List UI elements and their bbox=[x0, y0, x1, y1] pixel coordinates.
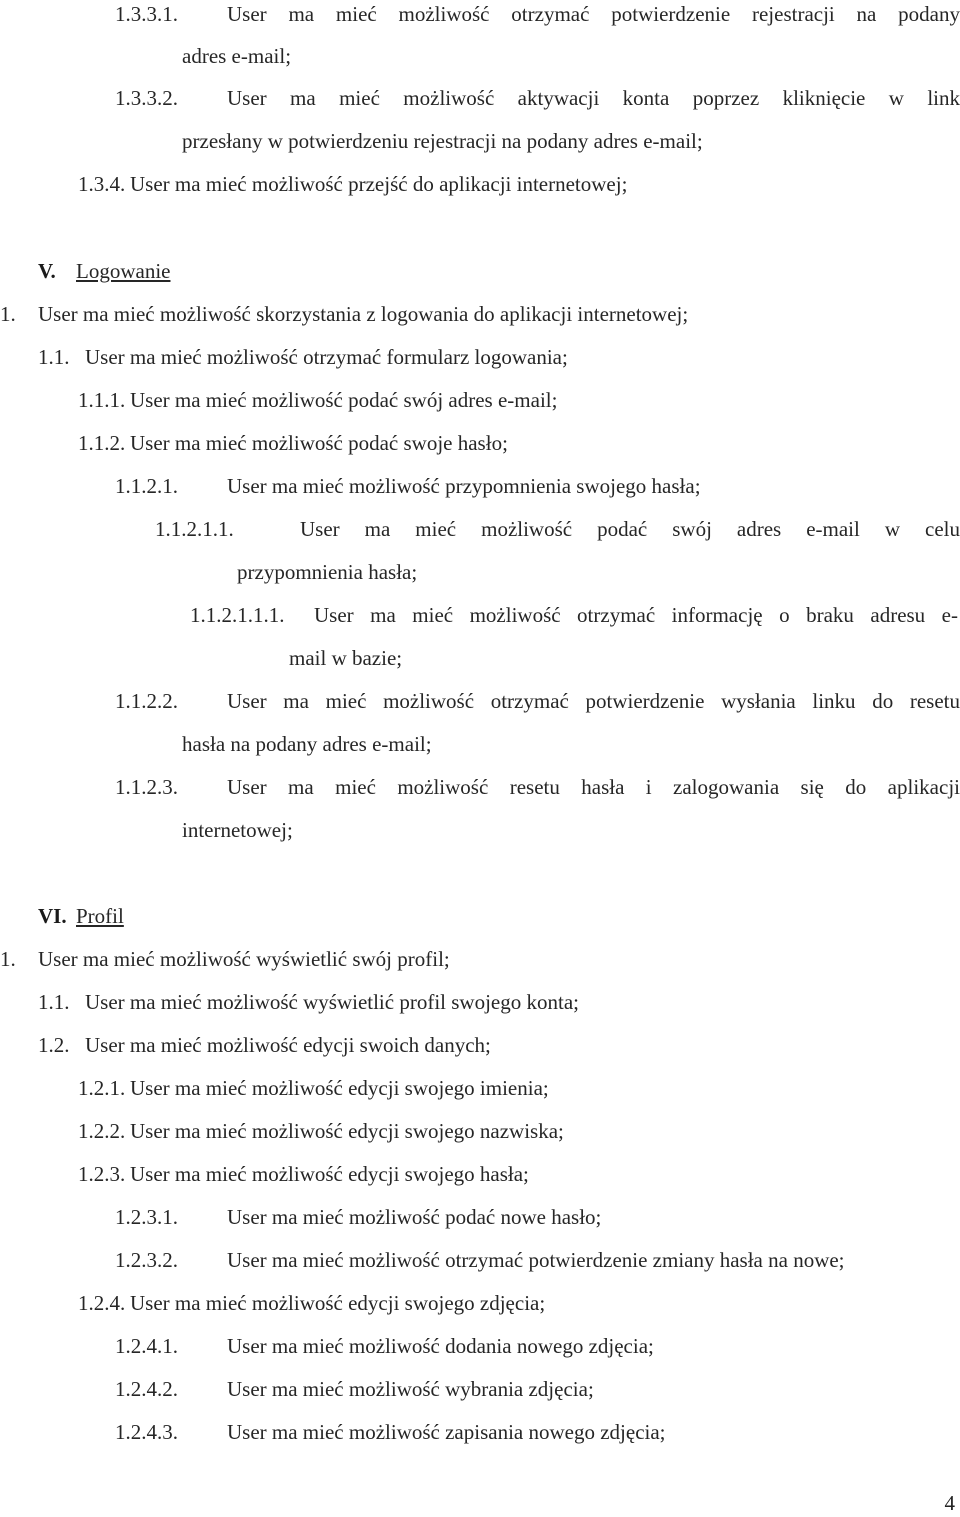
item-text: mail w bazie; bbox=[289, 646, 403, 670]
item-number: 1.2.1. bbox=[78, 1076, 126, 1100]
item-text: User ma mieć możliwość dodania nowego zdjęcia; bbox=[227, 1334, 654, 1358]
item-number: 1.3.3.2. bbox=[115, 86, 178, 110]
item-text: User ma mieć możliwość podać swój adres e-mail; bbox=[130, 388, 558, 412]
item-text: User ma mieć możliwość zapisania nowego zdjęcia; bbox=[227, 1420, 666, 1444]
item-number: 1. bbox=[0, 947, 16, 971]
item-text: User ma mieć możliwość edycji swojego imienia; bbox=[130, 1076, 549, 1100]
item-text: przypomnienia hasła; bbox=[237, 560, 418, 584]
item-number: 1.2.4.3. bbox=[115, 1420, 178, 1444]
item-text: User ma mieć możliwość podać swoje hasło; bbox=[130, 431, 508, 455]
list-item-continuation bbox=[289, 644, 402, 672]
section-title: Logowanie bbox=[76, 259, 171, 283]
item-number: 1.3.3.1. bbox=[115, 2, 178, 26]
section-number: V. bbox=[38, 259, 56, 283]
item-number: 1.1. bbox=[38, 990, 70, 1014]
item-text: adres e-mail; bbox=[182, 44, 292, 68]
item-text: User ma mieć możliwość przypomnienia swojego hasła; bbox=[227, 474, 701, 498]
item-number: 1.2.4.2. bbox=[115, 1377, 178, 1401]
item-text: hasła na podany adres e-mail; bbox=[182, 732, 432, 756]
item-number: 1.2.4.1. bbox=[115, 1334, 178, 1358]
item-number: 1. bbox=[0, 302, 16, 326]
item-text: User ma mieć możliwość skorzystania z logowania do aplikacji internetowej; bbox=[38, 302, 689, 326]
item-number: 1.1.1. bbox=[78, 388, 126, 412]
item-number: 1.2.3.1. bbox=[115, 1205, 178, 1229]
item-number: 1.1.2.1. bbox=[115, 474, 178, 498]
item-number: 1.1.2. bbox=[78, 431, 126, 455]
item-number: 1.1.2.1.1. bbox=[155, 517, 234, 541]
item-text: User ma mieć możliwość otrzymać formularz logowania; bbox=[85, 345, 568, 369]
item-number: 1.2.2. bbox=[78, 1119, 126, 1143]
item-text: internetowej; bbox=[182, 818, 293, 842]
item-number: 1.1. bbox=[38, 345, 70, 369]
item-text: User ma mieć możliwość podać swój adres e-mail w celu bbox=[300, 517, 960, 541]
item-number: 1.3.4. bbox=[78, 172, 126, 196]
item-text: User ma mieć możliwość wyświetlić profil swojego konta; bbox=[85, 990, 579, 1014]
list-item-continuation bbox=[182, 127, 703, 155]
item-text: User ma mieć możliwość otrzymać potwierdzenie rejestracji na podany bbox=[227, 2, 960, 26]
item-text: User ma mieć możliwość edycji swojego hasła; bbox=[130, 1162, 529, 1186]
item-number: 1.1.2.3. bbox=[115, 775, 178, 799]
item-text: User ma mieć możliwość aktywacji konta poprzez kliknięcie w link bbox=[227, 86, 960, 110]
item-text: User ma mieć możliwość otrzymać potwierdzenie zmiany hasła na nowe; bbox=[227, 1248, 845, 1272]
item-text: User ma mieć możliwość edycji swojego nazwiska; bbox=[130, 1119, 564, 1143]
item-text: User ma mieć możliwość edycji swojego zdjęcia; bbox=[130, 1291, 546, 1315]
list-item-continuation bbox=[182, 730, 432, 758]
item-text: User ma mieć możliwość wybrania zdjęcia; bbox=[227, 1377, 594, 1401]
item-text: User ma mieć możliwość edycji swoich danych; bbox=[85, 1033, 491, 1057]
item-text: User ma mieć możliwość otrzymać potwierdzenie wysłania linku do resetu bbox=[227, 689, 960, 713]
list-item-continuation bbox=[182, 816, 293, 844]
item-number: 1.2.3.2. bbox=[115, 1248, 178, 1272]
item-number: 1.1.2.1.1.1. bbox=[190, 603, 285, 627]
item-number: 1.2.3. bbox=[78, 1162, 126, 1186]
list-item-continuation bbox=[182, 42, 291, 70]
item-text: User ma mieć możliwość resetu hasła i zalogowania się do aplikacji bbox=[227, 775, 960, 799]
page-number: 4 bbox=[944, 1491, 955, 1515]
item-number: 1.2. bbox=[38, 1033, 70, 1057]
section-title: Profil bbox=[76, 904, 124, 928]
list-item-continuation bbox=[237, 558, 417, 586]
item-text: User ma mieć możliwość przejść do aplikacji internetowej; bbox=[130, 172, 628, 196]
item-number: 1.2.4. bbox=[78, 1291, 126, 1315]
item-text: User ma mieć możliwość podać nowe hasło; bbox=[227, 1205, 602, 1229]
item-text: User ma mieć możliwość otrzymać informację o braku adresu e- bbox=[314, 603, 958, 627]
item-text: przesłany w potwierdzeniu rejestracji na podany adres e-mail; bbox=[182, 129, 703, 153]
item-text: User ma mieć możliwość wyświetlić swój profil; bbox=[38, 947, 450, 971]
item-number: 1.1.2.2. bbox=[115, 689, 178, 713]
section-number: VI. bbox=[38, 904, 67, 928]
